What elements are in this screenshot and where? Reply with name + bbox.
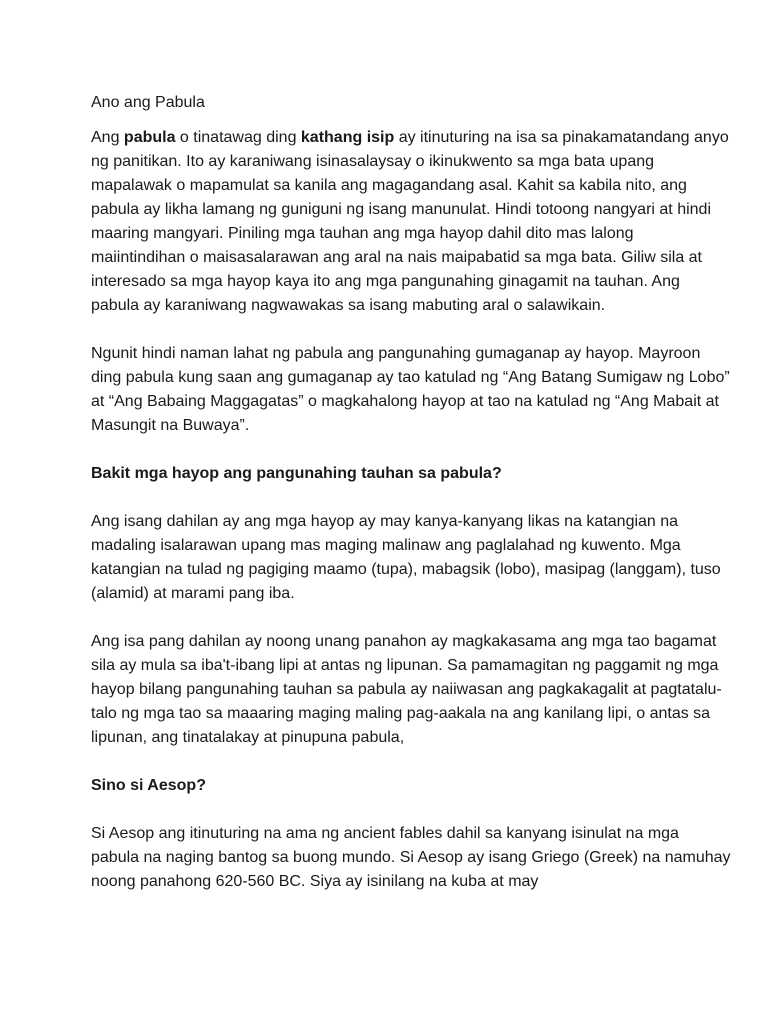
paragraph-1 [91, 126, 731, 318]
p1-bold-kathang-isip: kathang isip [300, 129, 395, 146]
paragraph-2: Ngunit hindi naman lahat ng pabula ang pangunahing gumaganap ay hayop. Mayroon ding pabula kung saan ang gumaganap ay tao katulad ng “Ang Batang Sumigaw ng Lobo” at “Ang Babaing Maggagatas” o magkahalong hayop at tao na katulad ng “Ang Mabait at Masungit na Buwaya”. [91, 345, 730, 434]
paragraph-5: Si Aesop ang itinuturing na ama ng ancient fables dahil sa kanyang isinulat na mga pabula na naging bantog sa buong mundo. Si Aesop ay isang Griego (Greek) na namuhay noong panahong 620-560 BC. Siya ay isinilang na kuba at may [91, 825, 731, 890]
paragraph-3: Ang isang dahilan ay ang mga hayop ay may kanya-kanyang likas na katangian na madaling isalarawan upang mas maging malinaw ang paglalahad ng kuwento. Mga katangian na tulad ng pagiging maamo (tupa), mabagsik (lobo), masipag (langgam), tuso (alamid) at marami pang iba. [91, 513, 721, 602]
p1-bold-pabula: pabula [123, 129, 176, 146]
document-page [91, 91, 731, 918]
document-title: Ano ang Pabula [91, 94, 205, 111]
p1-text-c: o tinatawag ding [175, 129, 301, 146]
p1-text-d: ay itinuturing na isa sa pinakamatandang anyo ng panitikan. Ito ay karaniwang isinasalaysay o ikinukwento sa mga bata upang mapalawak o mapamulat sa kanila ang magagandang asal. Kahit sa kabila nito, ang pabula ay likha lamang ng guniguni ng isang manunulat. Hindi totoong nangyari at hindi maaring mangyari. Piniling mga tauhan ang mga hayop dahil dito mas lalong maiintindihan o maisasalarawan ang aral na nais maipabatid sa mga bata. Giliw sila at interesado sa mga hayop kaya ito ang mga pangunahing ginagamit na tauhan. Ang pabula ay karaniwang nagwawakas sa isang mabuting aral o salawikain. [91, 129, 729, 314]
p1-text-a: Ang [91, 129, 124, 146]
heading-bakit: Bakit mga hayop ang pangunahing tauhan sa pabula? [91, 465, 502, 482]
heading-sino: Sino si Aesop? [91, 777, 206, 794]
paragraph-4: Ang isa pang dahilan ay noong unang panahon ay magkakasama ang mga tao bagamat sila ay mula sa iba't-ibang lipi at antas ng lipunan. Sa pamamagitan ng paggamit ng mga hayop bilang pangunahing tauhan sa pabula ay naiiwasan ang pagkakagalit at pagtatalu-talo ng mga tao sa maaaring maging maling pag-aakala na ang kanilang lipi, o antas sa lipunan, ang tinatalakay at pinupuna pabula, [91, 633, 722, 746]
